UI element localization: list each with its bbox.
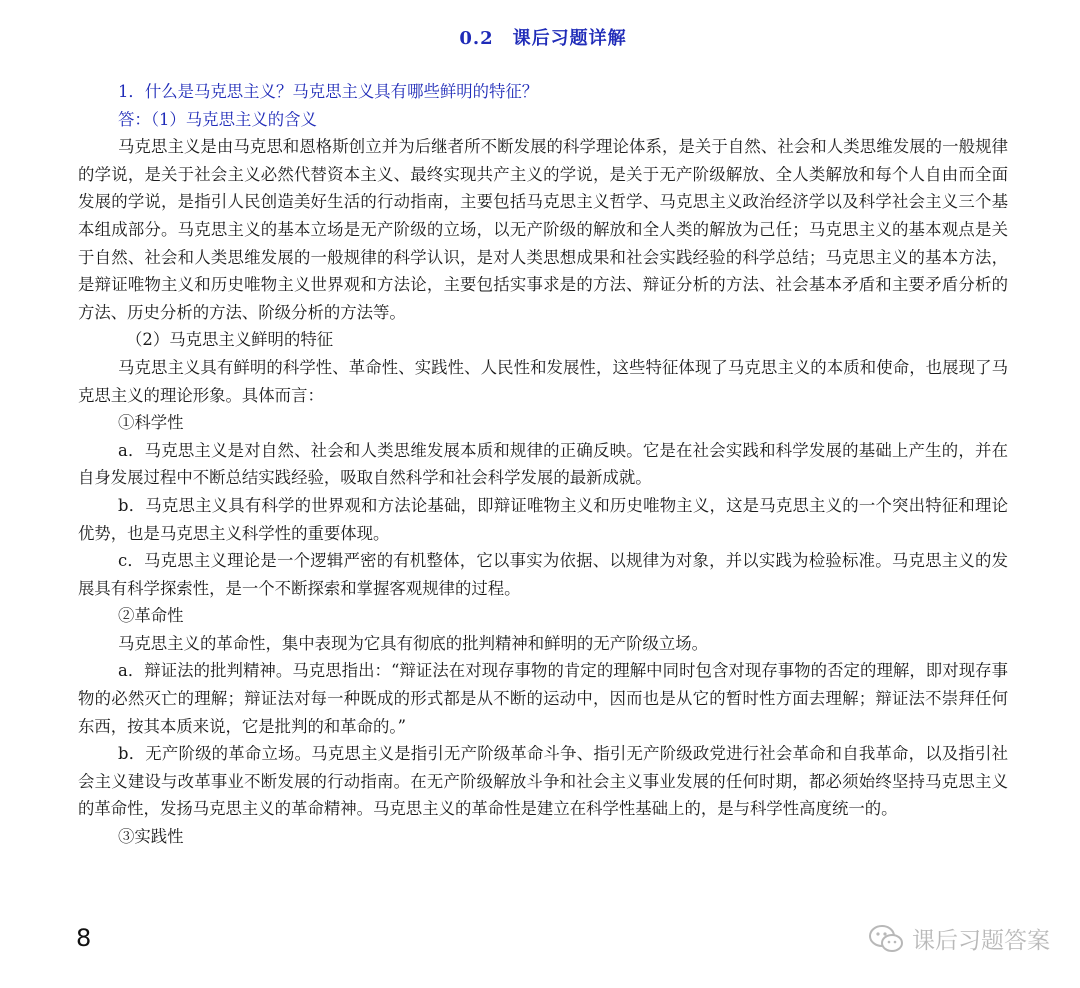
paragraph-revolutionary-b: b．无产阶级的革命立场。马克思主义是指引无产阶级革命斗争、指引无产阶级政党进行社会革命和自我革命，以及指引社会主义建设与改革事业不断发展的行动指南。在无产阶级解放斗争和社会主义事业发展的任何时期，都必须始终坚持马克思主义的革命性，发扬马克思主义的革命精神。马克思主义的革命性是建立在科学性基础上的，是与科学性高度统一的。: [78, 744, 1008, 819]
question-1: 1．什么是马克思主义？马克思主义具有哪些鲜明的特征？: [118, 82, 539, 101]
section-title: 0.2 课后习题详解: [459, 28, 627, 49]
paragraph-definition: 马克思主义是由马克思和恩格斯创立并为后继者所不断发展的科学理论体系，是关于自然、社会和人类思维发展的一般规律的学说，是关于社会主义必然代替资本主义、最终实现共产主义的学说，是关于无产阶级解放、全人类解放和每个人自由而全面发展的学说，是指引人民创造美好生活的行动指南，主要包括马克思主义哲学、马克思主义政治经济学以及科学社会主义三个基本组成部分。马克思主义的基本立场是无产阶级的立场，以无产阶级的解放和全人类的解放为己任；马克思主义的基本观点是关于自然、社会和人类思维发展的一般规律的科学认识，是对人类思想成果和社会实践经验的科学总结；马克思主义的基本方法，是辩证唯物主义和历史唯物主义世界观和方法论，主要包括实事求是的方法、辩证分析的方法、社会基本矛盾和主要矛盾分析的方法、历史分析的方法、阶级分析的方法等。: [78, 137, 1008, 322]
answer-intro: 答：（1）马克思主义的含义: [118, 109, 317, 129]
page-number: 8: [76, 924, 92, 952]
paragraph-scientific-a: a．马克思主义是对自然、社会和人类思维发展本质和规律的正确反映。它是在社会实践和科学发展的基础上产生的，并在自身发展过程中不断总结实践经验，吸取自然科学和社会科学发展的最新成就。: [78, 440, 1008, 488]
heading-revolutionary: ②革命性: [118, 606, 184, 626]
watermark: [868, 922, 1050, 955]
paragraph-revolutionary-a: a．辩证法的批判精神。马克思指出：“辩证法在对现存事物的肯定的理解中同时包含对现存事物的否定的理解，即对现存事物的必然灭亡的理解；辩证法对每一种既成的形式都是从不断的运动中，因而也是从它的暂时性方面去理解；辩证法不崇拜任何东西，按其本质来说，它是批判的和革命的。”: [78, 661, 1008, 736]
paragraph-revolutionary-intro: 马克思主义的革命性，集中表现为它具有彻底的批判精神和鲜明的无产阶级立场。: [118, 633, 709, 653]
subheading-features: （2）马克思主义鲜明的特征: [126, 330, 334, 350]
heading-scientific: ①科学性: [118, 413, 184, 433]
paragraph-scientific-b: b．马克思主义具有科学的世界观和方法论基础，即辩证唯物主义和历史唯物主义，这是马克思主义的一个突出特征和理论优势，也是马克思主义科学性的重要体现。: [78, 495, 1008, 543]
document-body: [78, 78, 1008, 851]
paragraph-scientific-c: c．马克思主义理论是一个逻辑严密的有机整体，它以事实为依据、以规律为对象，并以实践为检验标准。马克思主义的发展具有科学探索性，是一个不断探索和掌握客观规律的过程。: [78, 551, 1008, 598]
watermark-text: 课后习题答案: [912, 928, 1050, 954]
wechat-icon: [868, 924, 904, 954]
paragraph-features-intro: 马克思主义具有鲜明的科学性、革命性、实践性、人民性和发展性，这些特征体现了马克思主义的本质和使命，也展现了马克思主义的理论形象。具体而言：: [78, 357, 1008, 405]
heading-practical: ③实践性: [118, 827, 184, 847]
